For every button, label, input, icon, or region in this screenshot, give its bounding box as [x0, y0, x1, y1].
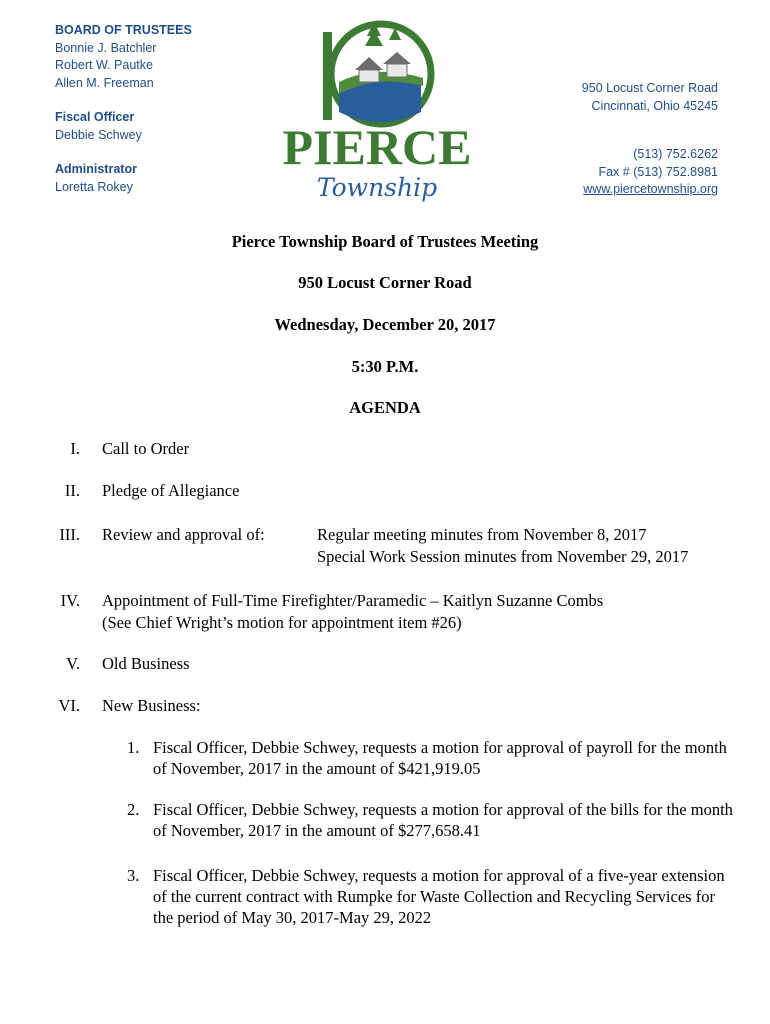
- trustee-name: Allen M. Freeman: [55, 75, 154, 90]
- letterhead-contact: [582, 80, 718, 199]
- new-business-number: 3.: [127, 866, 140, 885]
- logo-script: Township: [316, 173, 438, 202]
- item-text: Appointment of Full-Time Firefighter/Paramedic – Kaitlyn Suzanne Combs: [102, 591, 604, 610]
- item-text: (See Chief Wright’s motion for appointment item #26): [102, 613, 462, 632]
- meeting-title: Pierce Township Board of Trustees Meeting: [231, 232, 539, 251]
- address-line-1: 950 Locust Corner Road: [581, 81, 718, 95]
- item-number: V.: [66, 654, 80, 673]
- agenda-heading: AGENDA: [349, 398, 421, 417]
- item-number: IV.: [60, 591, 80, 610]
- new-business-text: Fiscal Officer, Debbie Schwey, requests a motion for approval of the bills for the month of November, 2017 in the amount of $277,658.41: [153, 800, 733, 840]
- item-number: II.: [64, 481, 80, 500]
- website-link[interactable]: www.piercetownship.org: [583, 182, 718, 196]
- new-business-text: Fiscal Officer, Debbie Schwey, requests a motion for approval of a five-year extension of the current contract with Rumpke for Waste Collection and Recycling Services for the period of May 30, 2017-May 29, 2022: [153, 866, 725, 927]
- administrator-name: Loretta Rokey: [55, 179, 133, 194]
- item-text: Old Business: [102, 654, 190, 673]
- item-text: Review and approval of:: [102, 525, 265, 544]
- item-number: III.: [59, 525, 80, 544]
- new-business-text: Fiscal Officer, Debbie Schwey, requests a motion for approval of payroll for the month of November, 2017 in the amount of $421,919.05: [153, 738, 727, 778]
- item-text: Call to Order: [102, 439, 190, 458]
- pierce-township-logo: [271, 12, 483, 212]
- administrator-heading: Administrator: [55, 162, 137, 176]
- item-number: VI.: [58, 696, 80, 715]
- board-heading: BOARD OF TRUSTEES: [55, 23, 192, 37]
- item-subtext: Special Work Session minutes from November 29, 2017: [317, 547, 689, 566]
- phone-number: (513) 752.6262: [633, 147, 718, 161]
- new-business-number: 1.: [127, 738, 140, 757]
- fiscal-officer-name: Debbie Schwey: [55, 127, 142, 142]
- item-subtext: Regular meeting minutes from November 8, 2017: [317, 525, 647, 544]
- item-number: I.: [70, 439, 80, 458]
- letterhead-officials: [55, 22, 192, 196]
- meeting-location: 950 Locust Corner Road: [298, 273, 472, 292]
- item-text: New Business:: [102, 696, 201, 715]
- new-business-number: 2.: [127, 800, 140, 819]
- meeting-time: 5:30 P.M.: [351, 357, 419, 376]
- fax-number: Fax # (513) 752.8981: [598, 164, 718, 179]
- trustee-name: Robert W. Pautke: [55, 58, 153, 72]
- logo-wordmark: PIERCE: [282, 119, 472, 175]
- fiscal-officer-heading: Fiscal Officer: [55, 110, 135, 124]
- address-line-2: Cincinnati, Ohio 45245: [591, 98, 718, 113]
- meeting-date: Wednesday, December 20, 2017: [274, 315, 496, 334]
- item-text: Pledge of Allegiance: [102, 481, 240, 500]
- trustee-name: Bonnie J. Batchler: [55, 40, 157, 55]
